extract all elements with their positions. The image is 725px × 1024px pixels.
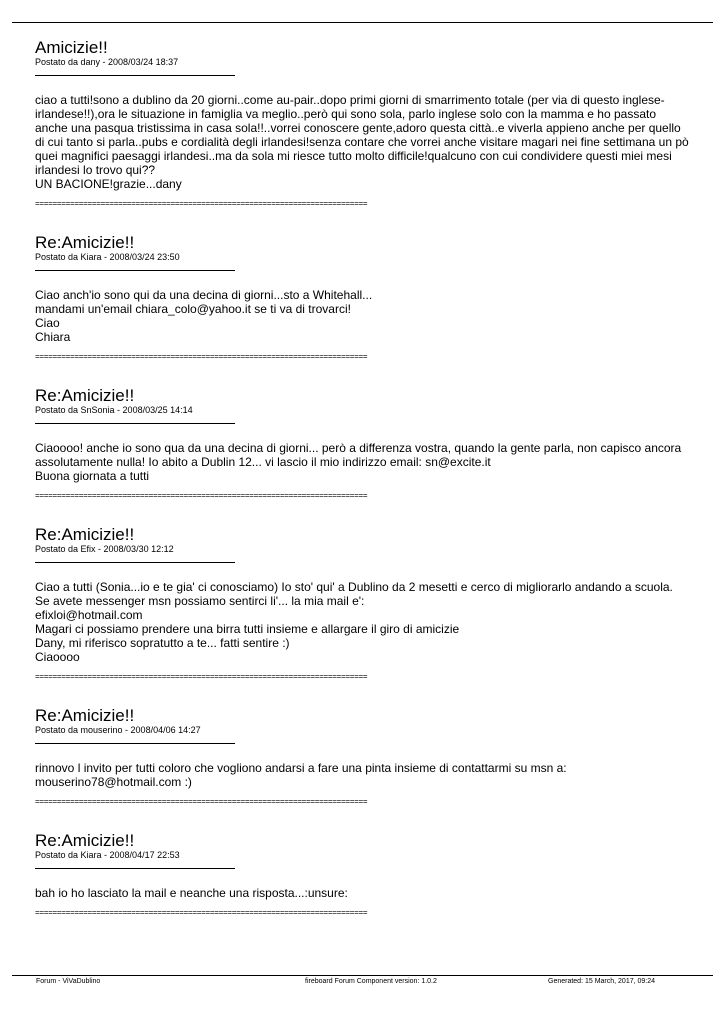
post-meta: Postato da SnSonia - 2008/03/25 14:14	[35, 405, 193, 415]
meta-divider	[35, 562, 235, 563]
post-body: Ciao a tutti (Sonia...io e te gia' ci conosciamo) Io sto' qui' a Dublino da 2 mesetti e cerco di migliorarlo andando a scuola. Se avete messenger msn possiamo sentirci li'... la mia mail e': efixloi@hotmail.com Magari ci possiamo prendere una birra tutti insieme e allargare il giro di amicizie Dany, mi riferisco sopratutto a te... fatti sentire :) Ciaoooo	[35, 580, 673, 664]
post	[35, 38, 715, 209]
post-title: Re:Amicizie!!	[35, 386, 135, 405]
post-title: Amicizie!!	[35, 38, 108, 57]
top-rule	[12, 22, 713, 23]
post-body: rinnovo l invito per tutti coloro che vogliono andarsi a fare una pinta insieme di contattarmi su msn a: mouserino78@hotmail.com :)	[35, 761, 567, 789]
post-meta: Postato da dany - 2008/03/24 18:37	[35, 57, 179, 67]
post	[35, 386, 715, 501]
post-title: Re:Amicizie!!	[35, 831, 135, 850]
post	[35, 706, 715, 807]
post	[35, 831, 715, 918]
post-meta: Postato da Efix - 2008/03/30 12:12	[35, 544, 174, 554]
post-body: Ciao anch'io sono qui da una decina di giorni...sto a Whitehall... mandami un'email chiara_colo@yahoo.it se ti va di trovarci! Ciao Chiara	[35, 288, 373, 344]
post-separator: ============================================================================	[35, 797, 368, 806]
post-separator: ============================================================================	[35, 491, 368, 500]
post-separator: ============================================================================	[35, 908, 368, 917]
meta-divider	[35, 743, 235, 744]
footer-forum-name: Forum - ViVaDublino	[36, 978, 101, 985]
post-meta: Postato da mouserino - 2008/04/06 14:27	[35, 725, 201, 735]
post	[35, 525, 715, 682]
footer-rule	[12, 975, 713, 976]
post-list	[35, 38, 715, 918]
post-meta: Postato da Kiara - 2008/03/24 23:50	[35, 252, 180, 262]
footer-component-version: fireboard Forum Component version: 1.0.2	[305, 978, 437, 985]
post-title: Re:Amicizie!!	[35, 525, 135, 544]
footer-generated-date: Generated: 15 March, 2017, 09:24	[548, 978, 656, 985]
meta-divider	[35, 868, 235, 869]
post	[35, 233, 715, 362]
post-body: ciao a tutti!sono a dublino da 20 giorni..come au-pair..dopo primi giorni di smarrimento totale (per via di questo inglese- irlandese!!),ora le situazione in famiglia va meglio..però qui sono sola, parlo inglese solo con la mamma e ho passato anche una pasqua tristissima in casa sola!!..vorrei conoscere gente,adoro questa città..e viverla appieno anche per quello di cui tanto si parla..pubs e cordialità degli irlandesi!senza contare che vorrei anche visitare magari nei fine settimana un pò quei magnifici paesaggi irlandesi..ma da sola mi riesce tutto molto difficile!qualcuno con cui condividere questi miei mesi irlandesi lo trovo qui?? UN BACIONE!grazie...dany	[35, 93, 689, 191]
post-separator: ============================================================================	[35, 199, 368, 208]
post-meta: Postato da Kiara - 2008/04/17 22:53	[35, 850, 180, 860]
post-title: Re:Amicizie!!	[35, 706, 135, 725]
meta-divider	[35, 75, 235, 76]
post-separator: ============================================================================	[35, 672, 368, 681]
post-title: Re:Amicizie!!	[35, 233, 135, 252]
meta-divider	[35, 423, 235, 424]
post-body: bah io ho lasciato la mail e neanche una risposta...:unsure:	[35, 886, 348, 900]
post-body: Ciaoooo! anche io sono qua da una decina di giorni... però a differenza vostra, quando la gente parla, non capisco ancora assolutamente nulla! Io abito a Dublin 12... vi lascio il mio indirizzo email: sn@excite.it Buona giornata a tutti	[35, 441, 682, 483]
post-separator: ============================================================================	[35, 352, 368, 361]
meta-divider	[35, 270, 235, 271]
